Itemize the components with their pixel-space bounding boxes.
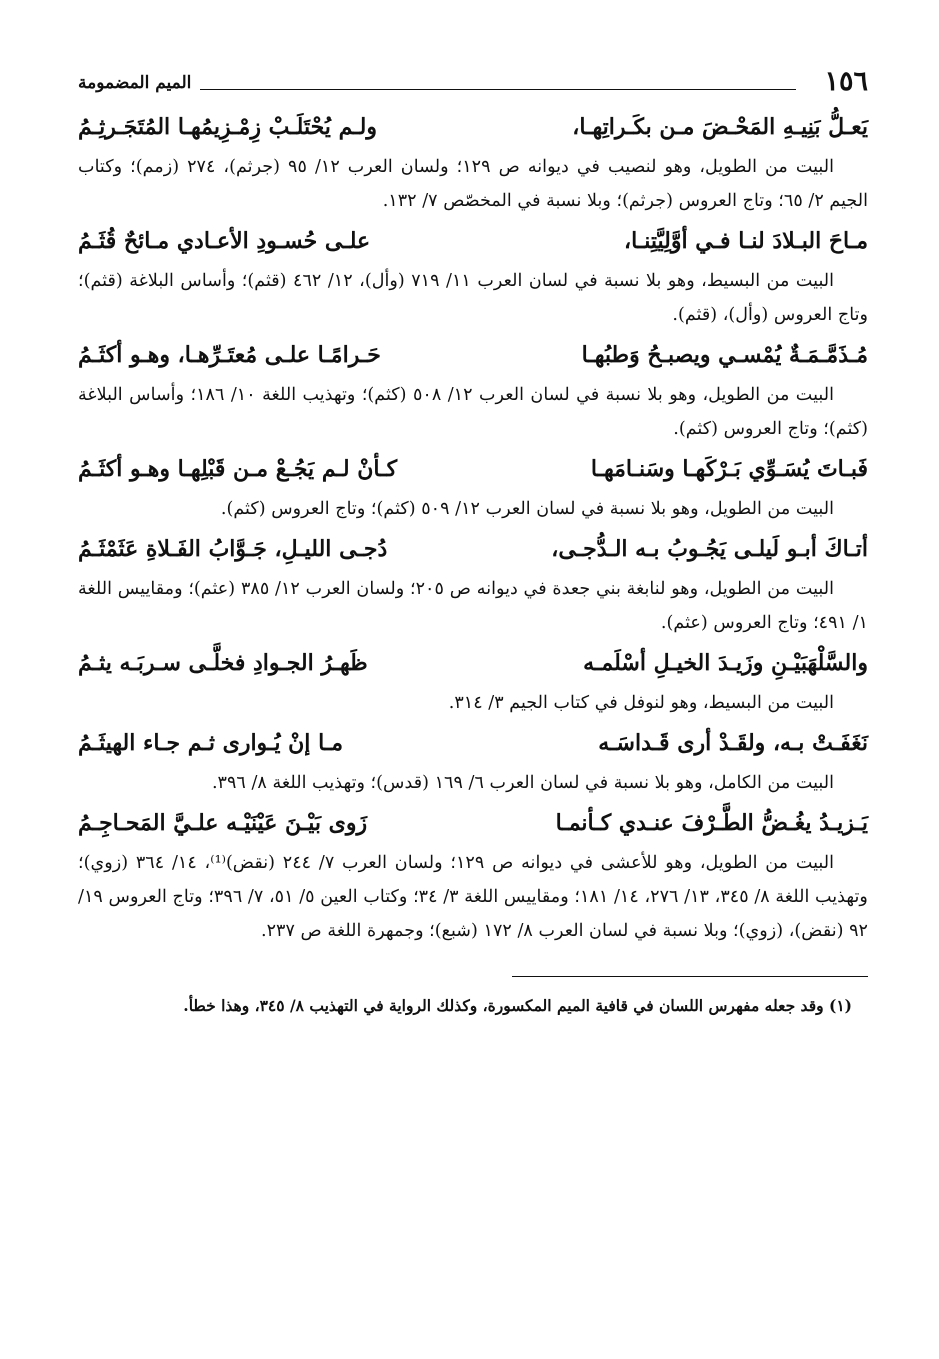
verse-note: البيت من الطويل، وهو بلا نسبة في لسان العرب ١٢/ ٥٠٨ (كثم)؛ وتهذيب اللغة ١٠/ ١٨٦؛ وأساس البلاغة (كثم)؛ وتاج العروس (كثم).	[78, 385, 868, 439]
poem-entry	[78, 526, 868, 640]
verse-line	[78, 526, 868, 572]
poem-entry	[78, 640, 868, 720]
verse-line	[78, 720, 868, 766]
verse-line	[78, 332, 868, 378]
first-hemistich: والسَّلْهَبَيْـنِ وزَيـدَ الخيـلِ أسْلَمـه	[583, 650, 868, 676]
first-hemistich: أتـاكَ أبـو لَيلـى يَجُـوبُ بـه الـدُّجـى،	[551, 536, 868, 562]
second-hemistich: دُجـى الليـلِ، جَـوَّابُ الفَـلاةِ عَثَمْثَـمُ	[78, 536, 388, 562]
verse-note: البيت من الطويل، وهو بلا نسبة في لسان العرب ١٢/ ٥٠٩ (كثم)؛ وتاج العروس (كثم).	[220, 499, 834, 519]
first-hemistich: نَغَفَـتْ بـه، ولقَـدْ أرى قَـداسَـه	[598, 730, 868, 756]
footnote: (١) وقد جعله مفهرس اللسان في قافية الميم المكسورة، وكذلك الرواية في التهذيب ٨/ ٣٤٥، وهذا خطأ.	[183, 996, 852, 1015]
verse-line	[78, 640, 868, 686]
second-hemistich: زَوى بَيْـنَ عَيْنَيْـه علـيَّ المَحـاجِـمُ	[78, 810, 368, 836]
footnote-divider	[512, 976, 868, 977]
second-hemistich: ولـم يُحْتَلَـبْ زِمْـزِيمُهـا المُتَجَـرثِـمُ	[78, 114, 377, 140]
verse-note: البيت من الطويل، وهو لنصيب في ديوانه ص ١٢٩؛ ولسان العرب ١٢/ ٩٥ (جرثم)، ٢٧٤ (زمم)؛ وكتاب الجيم ٢/ ٦٥؛ وتاج العروس (جرثم)؛ وبلا نسبة في المخصّص ٧/ ١٣٢.	[78, 157, 868, 211]
poem-entry	[78, 332, 868, 446]
page-header	[78, 62, 868, 104]
header-rule	[200, 89, 796, 90]
verse-line	[78, 800, 868, 846]
verse-note: البيت من الطويل، وهو للأعشى في ديوانه ص ١٢٩؛ ولسان العرب ٧/ ٢٤٤ (نقض)⁽¹⁾، ١٤/ ٣٦٤ (زوي)؛ وتهذيب اللغة ٨/ ٣٤٥، ١٣/ ٢٧٦، ١٤/ ١٨١؛ ومقاييس اللغة ٣/ ٣٤؛ وكتاب العين ٥/ ٥١، ٧/ ٣٩٦؛ وتاج العروس ١٩/ ٩٢ (نقض)، (زوي)؛ وبلا نسبة في لسان العرب ٨/ ١٧٢ (شبع)؛ وجمهرة اللغة ص ٢٣٧.	[78, 853, 868, 941]
second-hemistich: ظَهـرُ الجـوادِ فخلَّـى سـربَـه يثـمُ	[78, 650, 368, 676]
first-hemistich: يَـزيـدُ يغُـضُّ الطَّـرْفَ عنـدي كـأنمـا	[555, 810, 868, 836]
book-page	[78, 62, 868, 1332]
verse-note: البيت من البسيط، وهو لنوفل في كتاب الجيم ٣/ ٣١٤.	[448, 693, 834, 713]
first-hemistich: مـاحَ البـلادَ لنـا فـي أوَّلِيَّتِنـا،	[624, 228, 868, 254]
verse-note: البيت من البسيط، وهو بلا نسبة في لسان العرب ١١/ ٧١٩ (وأل)، ١٢/ ٤٦٢ (قثم)؛ وأساس البلاغة (قثم)؛ وتاج العروس (وأل)، (قثم).	[78, 271, 868, 325]
second-hemistich: حَـرامًـا علـى مُعتَـرِّهـا، وهـو أكثَـمُ	[78, 342, 381, 368]
second-hemistich: مـا إنْ يُـوارى ثـم جـاء الهيثَـمُ	[78, 730, 344, 756]
page-number: ١٥٦	[824, 66, 868, 97]
verse-line	[78, 218, 868, 264]
poem-entry	[78, 218, 868, 332]
second-hemistich: كـأنْ لـم يَجُـعْ مـن قَبْلِهـا وهـو أكثَـمُ	[78, 456, 398, 482]
second-hemistich: علـى حُسـودِ الأعـادي مـائحٌ قُثَـمُ	[78, 228, 371, 254]
first-hemistich: فَبـاتَ يُسَـوِّي بَـرْكَهـا وسَنـامَهـا	[590, 456, 868, 482]
first-hemistich: يَعـلُّ بَنِيـهِ المَحْـضَ مـن بكَـراتِهـا،	[572, 114, 868, 140]
verse-note: البيت من الطويل، وهو لنابغة بني جعدة في ديوانه ص ٢٠٥؛ ولسان العرب ١٢/ ٣٨٥ (عثم)؛ ومقاييس اللغة ١/ ٤٩١؛ وتاج العروس (عثم).	[78, 579, 868, 633]
verse-line	[78, 446, 868, 492]
verse-note: البيت من الكامل، وهو بلا نسبة في لسان العرب ٦/ ١٦٩ (قدس)؛ وتهذيب اللغة ٨/ ٣٩٦.	[211, 773, 834, 793]
first-hemistich: مُـذَمَّـمَـةٌ يُمْسـي ويصبـحُ وَطبُهـا	[581, 342, 868, 368]
poem-entry	[78, 104, 868, 218]
verse-line	[78, 104, 868, 150]
poem-entry	[78, 720, 868, 800]
poem-entry	[78, 446, 868, 526]
poem-entry	[78, 800, 868, 948]
running-title: الميم المضمومة	[78, 73, 192, 93]
